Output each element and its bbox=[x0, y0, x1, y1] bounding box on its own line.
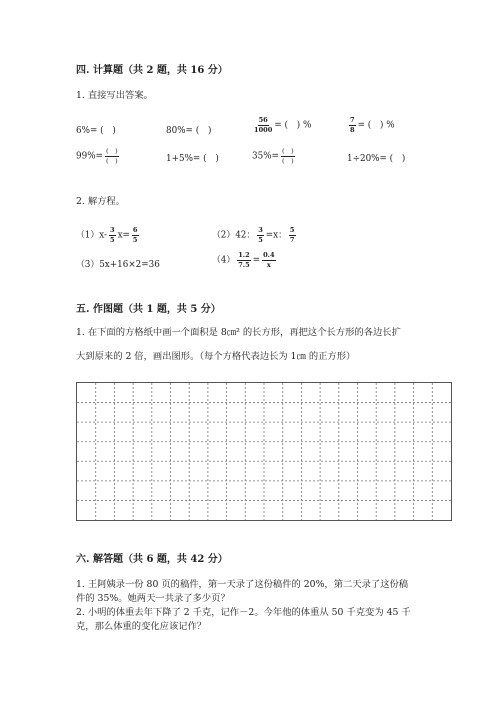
grid-paper[interactable] bbox=[76, 382, 452, 521]
equation-4: （4） $\frac{1.2}{7.5}$ = $\frac{0.4}{x}$ bbox=[212, 251, 275, 269]
drawing-question-line-2: 大到原来的 2 倍，画出图形。（每个方格代表边长为 1㎝ 的正方形） bbox=[76, 351, 356, 362]
problem-2-line-1: 2. 小明的体重去年下降了 2 千克，记作－2。今年他的体重从 50 千克变为 45 千 bbox=[76, 607, 411, 618]
problem-1-line-1: 1. 王阿姨录一份 80 页的稿件，第一天录了这份稿件的 20%，第二天录了这份稿 bbox=[76, 579, 409, 590]
grid-lines bbox=[77, 383, 451, 520]
problem-1-line-2: 件的 35%。她两天一共录了多少页？ bbox=[76, 593, 230, 604]
equation-1: （1）x- $\frac{3}{5}$ x= $\frac{6}{5}$ bbox=[76, 226, 138, 244]
problem-2-line-2: 克，那么体重的变化应该记作？ bbox=[76, 621, 207, 632]
calc-item-7: 35%= $\frac{( )}{( )}$ bbox=[252, 147, 294, 165]
section4-title: 四. 计算题（共 2 题，共 16 分） bbox=[76, 65, 228, 76]
section5-title: 五. 作图题（共 1 题，共 5 分） bbox=[76, 304, 221, 315]
q2-label: 2. 解方程。 bbox=[76, 196, 126, 207]
fraction: $\frac{( )}{( )}$ bbox=[105, 147, 118, 165]
fraction: $\frac{3}{5}$ bbox=[109, 226, 115, 244]
equation-3: （3）5x+16×2=36 bbox=[76, 260, 160, 270]
fraction: $\frac{1.2}{7.5}$ bbox=[238, 251, 250, 269]
fraction: $\frac{( )}{( )}$ bbox=[281, 147, 294, 165]
fraction: $\frac{3}{5}$ bbox=[258, 226, 263, 244]
calc-item-5: 99%= $\frac{( )}{( )}$ bbox=[76, 147, 118, 165]
drawing-question-line-1: 1. 在下面的方格纸中画一个面积是 8㎝² 的长方形，再把这个长方形的各边长扩 bbox=[76, 327, 401, 338]
fraction: $\frac{7}{8}$ bbox=[350, 116, 355, 134]
fraction: $\frac{0.4}{x}$ bbox=[263, 251, 275, 269]
calc-item-2: 80%= ( ) bbox=[166, 126, 212, 136]
section6-title: 六. 解答题（共 6 题，共 42 分） bbox=[76, 554, 228, 565]
equation-2: （2）42： $\frac{3}{5}$ =x： $\frac{5}{7}$ bbox=[212, 226, 295, 244]
calc-item-1: 6%= ( ) bbox=[76, 126, 116, 136]
q1-label: 1. 直接写出答案。 bbox=[76, 90, 153, 101]
calc-item-4: $\frac{7}{8}$ = ( ) % bbox=[350, 116, 395, 134]
fraction: $\frac{56}{1000}$ bbox=[254, 116, 273, 134]
fraction: $\frac{5}{7}$ bbox=[289, 226, 295, 244]
calc-item-8: 1÷20%= ( ) bbox=[347, 154, 406, 164]
calc-item-3: $\frac{56}{1000}$ = ( ) % bbox=[254, 116, 312, 134]
calc-item-6: 1+5%= ( ) bbox=[166, 154, 219, 164]
fraction: $\frac{6}{5}$ bbox=[132, 226, 138, 244]
